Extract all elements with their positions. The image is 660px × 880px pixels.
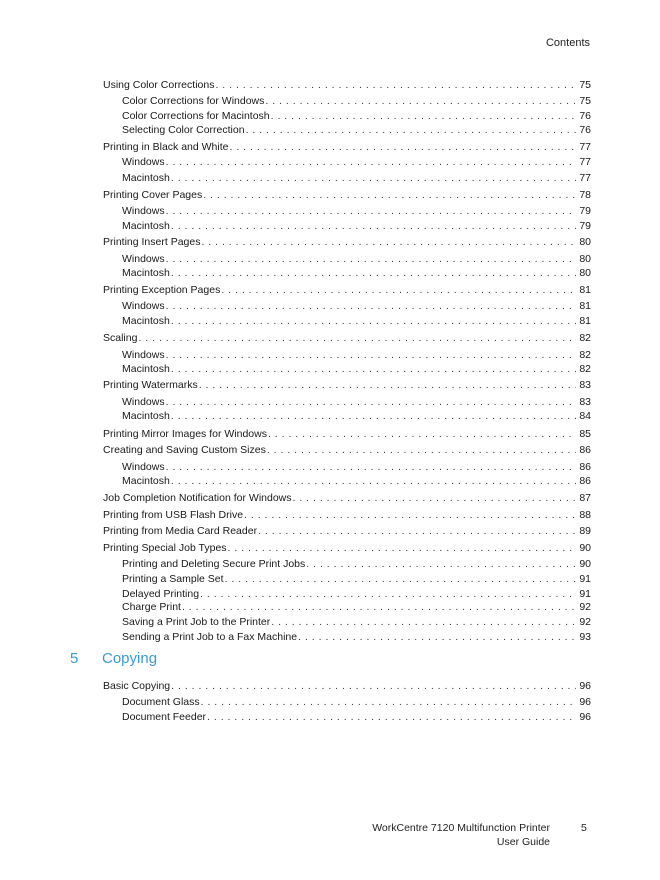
toc-entry[interactable] xyxy=(122,109,591,123)
dot-leader xyxy=(265,94,576,108)
dot-leader xyxy=(201,235,576,249)
toc-entry[interactable] xyxy=(122,362,591,376)
toc-entry[interactable] xyxy=(122,171,591,185)
toc-entry-title: Printing Watermarks xyxy=(103,379,198,391)
toc-entry[interactable] xyxy=(103,331,591,345)
toc-entry[interactable] xyxy=(122,266,591,280)
toc-entry-page: 96 xyxy=(579,696,591,708)
toc-entry-title: Macintosh xyxy=(122,315,170,327)
dot-leader xyxy=(199,378,577,392)
toc-entry-page: 86 xyxy=(579,444,591,456)
dot-leader xyxy=(166,299,577,313)
dot-leader xyxy=(171,266,576,280)
dot-leader xyxy=(171,409,576,423)
toc-entry-title: Scaling xyxy=(103,332,138,344)
toc-entry-title: Creating and Saving Custom Sizes xyxy=(103,444,266,456)
toc-entry[interactable] xyxy=(122,695,591,709)
dot-leader xyxy=(229,140,576,154)
chapter-title: Copying xyxy=(102,650,158,667)
toc-entry[interactable] xyxy=(122,600,591,614)
toc-entry-page: 81 xyxy=(579,284,591,296)
toc-entry[interactable] xyxy=(122,460,591,474)
toc-entry[interactable] xyxy=(122,557,591,571)
toc-entry-title: Macintosh xyxy=(122,220,170,232)
dot-leader xyxy=(201,695,577,709)
dot-leader xyxy=(221,283,576,297)
toc-entry[interactable] xyxy=(122,572,591,586)
toc-entry-page: 75 xyxy=(579,79,591,91)
toc-entry[interactable] xyxy=(103,508,591,522)
toc-entry-title: Macintosh xyxy=(122,172,170,184)
toc-entry-title: Printing and Deleting Secure Print Jobs xyxy=(122,558,306,570)
toc-entry-page: 86 xyxy=(579,461,591,473)
toc-entry[interactable] xyxy=(122,587,591,601)
dot-leader xyxy=(171,314,576,328)
toc-entry-title: Document Glass xyxy=(122,696,200,708)
toc-entry-page: 80 xyxy=(579,267,591,279)
dot-leader xyxy=(258,524,576,538)
toc-entry[interactable] xyxy=(122,123,591,137)
toc-entry-title: Printing a Sample Set xyxy=(122,573,224,585)
toc-entry-page: 79 xyxy=(579,220,591,232)
toc-entry-page: 81 xyxy=(579,315,591,327)
toc-entry-page: 77 xyxy=(579,141,591,153)
toc-entry[interactable] xyxy=(122,395,591,409)
toc-entry[interactable] xyxy=(103,541,591,555)
dot-leader xyxy=(215,78,576,92)
toc-entry-page: 96 xyxy=(579,711,591,723)
toc-entry-page: 90 xyxy=(579,558,591,570)
toc-entry[interactable] xyxy=(103,283,591,297)
toc-entry-title: Macintosh xyxy=(122,363,170,375)
toc-entry-title: Printing from Media Card Reader xyxy=(103,525,258,537)
dot-leader xyxy=(166,155,577,169)
toc-entry-title: Printing Special Job Types xyxy=(103,542,227,554)
toc-entry-page: 91 xyxy=(579,588,591,600)
toc-entry-title: Windows xyxy=(122,300,165,312)
toc-entry-title: Printing from USB Flash Drive xyxy=(103,509,244,521)
footer-product: WorkCentre 7120 Multifunction Printer xyxy=(372,822,550,834)
toc-entry-title: Windows xyxy=(122,205,165,217)
dot-leader xyxy=(171,171,576,185)
toc-entry-page: 78 xyxy=(579,189,591,201)
toc-entry[interactable] xyxy=(122,299,591,313)
toc-entry[interactable] xyxy=(122,94,591,108)
toc-entry-page: 82 xyxy=(579,349,591,361)
toc-entry[interactable] xyxy=(103,524,591,538)
toc-entry-page: 77 xyxy=(579,172,591,184)
dot-leader xyxy=(271,615,576,629)
dot-leader xyxy=(293,491,577,505)
toc-entry[interactable] xyxy=(122,219,591,233)
toc-entry[interactable] xyxy=(122,474,591,488)
toc-entry-page: 75 xyxy=(579,95,591,107)
toc-entry[interactable] xyxy=(122,252,591,266)
dot-leader xyxy=(228,541,577,555)
toc-entry[interactable] xyxy=(122,409,591,423)
toc-entry-title: Printing Mirror Images for Windows xyxy=(103,428,267,440)
toc-entry[interactable] xyxy=(103,427,591,441)
footer-guide: User Guide xyxy=(496,836,550,848)
toc-entry[interactable] xyxy=(103,491,591,505)
toc-entry-title: Sending a Print Job to a Fax Machine xyxy=(122,631,298,643)
toc-entry-page: 81 xyxy=(579,300,591,312)
toc-entry-page: 83 xyxy=(579,396,591,408)
dot-leader xyxy=(225,572,577,586)
toc-entry-title: Saving a Print Job to the Printer xyxy=(122,616,271,628)
toc-entry-title: Printing Insert Pages xyxy=(103,236,201,248)
toc-entry[interactable] xyxy=(122,155,591,169)
toc-entry-title: Color Corrections for Macintosh xyxy=(122,110,270,122)
toc-entry-page: 76 xyxy=(579,124,591,136)
toc-entry[interactable] xyxy=(122,204,591,218)
dot-leader xyxy=(267,443,576,457)
dot-leader xyxy=(138,331,576,345)
page-footer xyxy=(372,821,550,849)
dot-leader xyxy=(182,600,576,614)
dot-leader xyxy=(203,188,576,202)
toc-entry[interactable] xyxy=(122,615,591,629)
toc-entry-page: 84 xyxy=(579,410,591,422)
toc-entry-page: 82 xyxy=(579,363,591,375)
toc-entry-page: 92 xyxy=(579,616,591,628)
toc-entry[interactable] xyxy=(122,630,591,644)
toc-entry-page: 85 xyxy=(579,428,591,440)
toc-entry-page: 96 xyxy=(579,680,591,692)
dot-leader xyxy=(268,427,576,441)
dot-leader xyxy=(171,219,576,233)
toc-entry-title: Charge Print xyxy=(122,601,181,613)
chapter-number: 5 xyxy=(70,650,79,667)
toc-entry-title: Document Feeder xyxy=(122,711,207,723)
toc-entry-page: 88 xyxy=(579,509,591,521)
toc-entry-page: 93 xyxy=(579,631,591,643)
toc-entry-title: Macintosh xyxy=(122,475,170,487)
dot-leader xyxy=(244,508,576,522)
toc-entry-page: 80 xyxy=(579,236,591,248)
toc-entry[interactable] xyxy=(122,314,591,328)
toc-entry[interactable] xyxy=(103,378,591,392)
dot-leader xyxy=(166,204,577,218)
toc-entry-page: 76 xyxy=(579,110,591,122)
dot-leader xyxy=(166,460,577,474)
toc-entry-page: 86 xyxy=(579,475,591,487)
dot-leader xyxy=(171,679,576,693)
toc-entry-title: Using Color Corrections xyxy=(103,79,215,91)
dot-leader xyxy=(306,557,576,571)
toc-entry[interactable] xyxy=(122,710,591,724)
toc-entry-page: 91 xyxy=(579,573,591,585)
toc-entry-title: Windows xyxy=(122,156,165,168)
toc-entry-page: 87 xyxy=(579,492,591,504)
toc-entry-page: 89 xyxy=(579,525,591,537)
toc-entry-page: 90 xyxy=(579,542,591,554)
dot-leader xyxy=(271,109,577,123)
toc-entry-title: Printing in Black and White xyxy=(103,141,229,153)
dot-leader xyxy=(200,587,576,601)
toc-entry-page: 82 xyxy=(579,332,591,344)
dot-leader xyxy=(207,710,576,724)
toc-entry[interactable] xyxy=(122,348,591,362)
toc-entry-title: Macintosh xyxy=(122,267,170,279)
dot-leader xyxy=(166,348,577,362)
toc-entry-title: Delayed Printing xyxy=(122,588,200,600)
dot-leader xyxy=(171,362,576,376)
toc-entry-title: Windows xyxy=(122,461,165,473)
toc-entry-title: Color Corrections for Windows xyxy=(122,95,265,107)
toc-entry-page: 80 xyxy=(579,253,591,265)
toc-entry-title: Basic Copying xyxy=(103,680,171,692)
toc-entry[interactable] xyxy=(103,235,591,249)
toc-entry-title: Printing Exception Pages xyxy=(103,284,221,296)
toc-entry-title: Printing Cover Pages xyxy=(103,189,203,201)
toc-entry-page: 77 xyxy=(579,156,591,168)
toc-entry[interactable] xyxy=(103,679,591,693)
toc-entry-page: 92 xyxy=(579,601,591,613)
toc-entry-page: 79 xyxy=(579,205,591,217)
toc-entry-title: Macintosh xyxy=(122,410,170,422)
toc-entry-title: Windows xyxy=(122,253,165,265)
toc-entry[interactable] xyxy=(103,443,591,457)
toc-entry-title: Job Completion Notification for Windows xyxy=(103,492,292,504)
dot-leader xyxy=(246,123,577,137)
dot-leader xyxy=(298,630,576,644)
toc-entry[interactable] xyxy=(103,188,591,202)
dot-leader xyxy=(166,252,577,266)
dot-leader xyxy=(166,395,577,409)
toc-entry-title: Selecting Color Correction xyxy=(122,124,245,136)
footer-page-number: 5 xyxy=(581,822,587,834)
toc-entry-title: Windows xyxy=(122,349,165,361)
toc-entry[interactable] xyxy=(103,78,591,92)
toc-entry-page: 83 xyxy=(579,379,591,391)
toc-entry[interactable] xyxy=(103,140,591,154)
toc-entry-title: Windows xyxy=(122,396,165,408)
running-header: Contents xyxy=(545,37,590,49)
dot-leader xyxy=(171,474,576,488)
